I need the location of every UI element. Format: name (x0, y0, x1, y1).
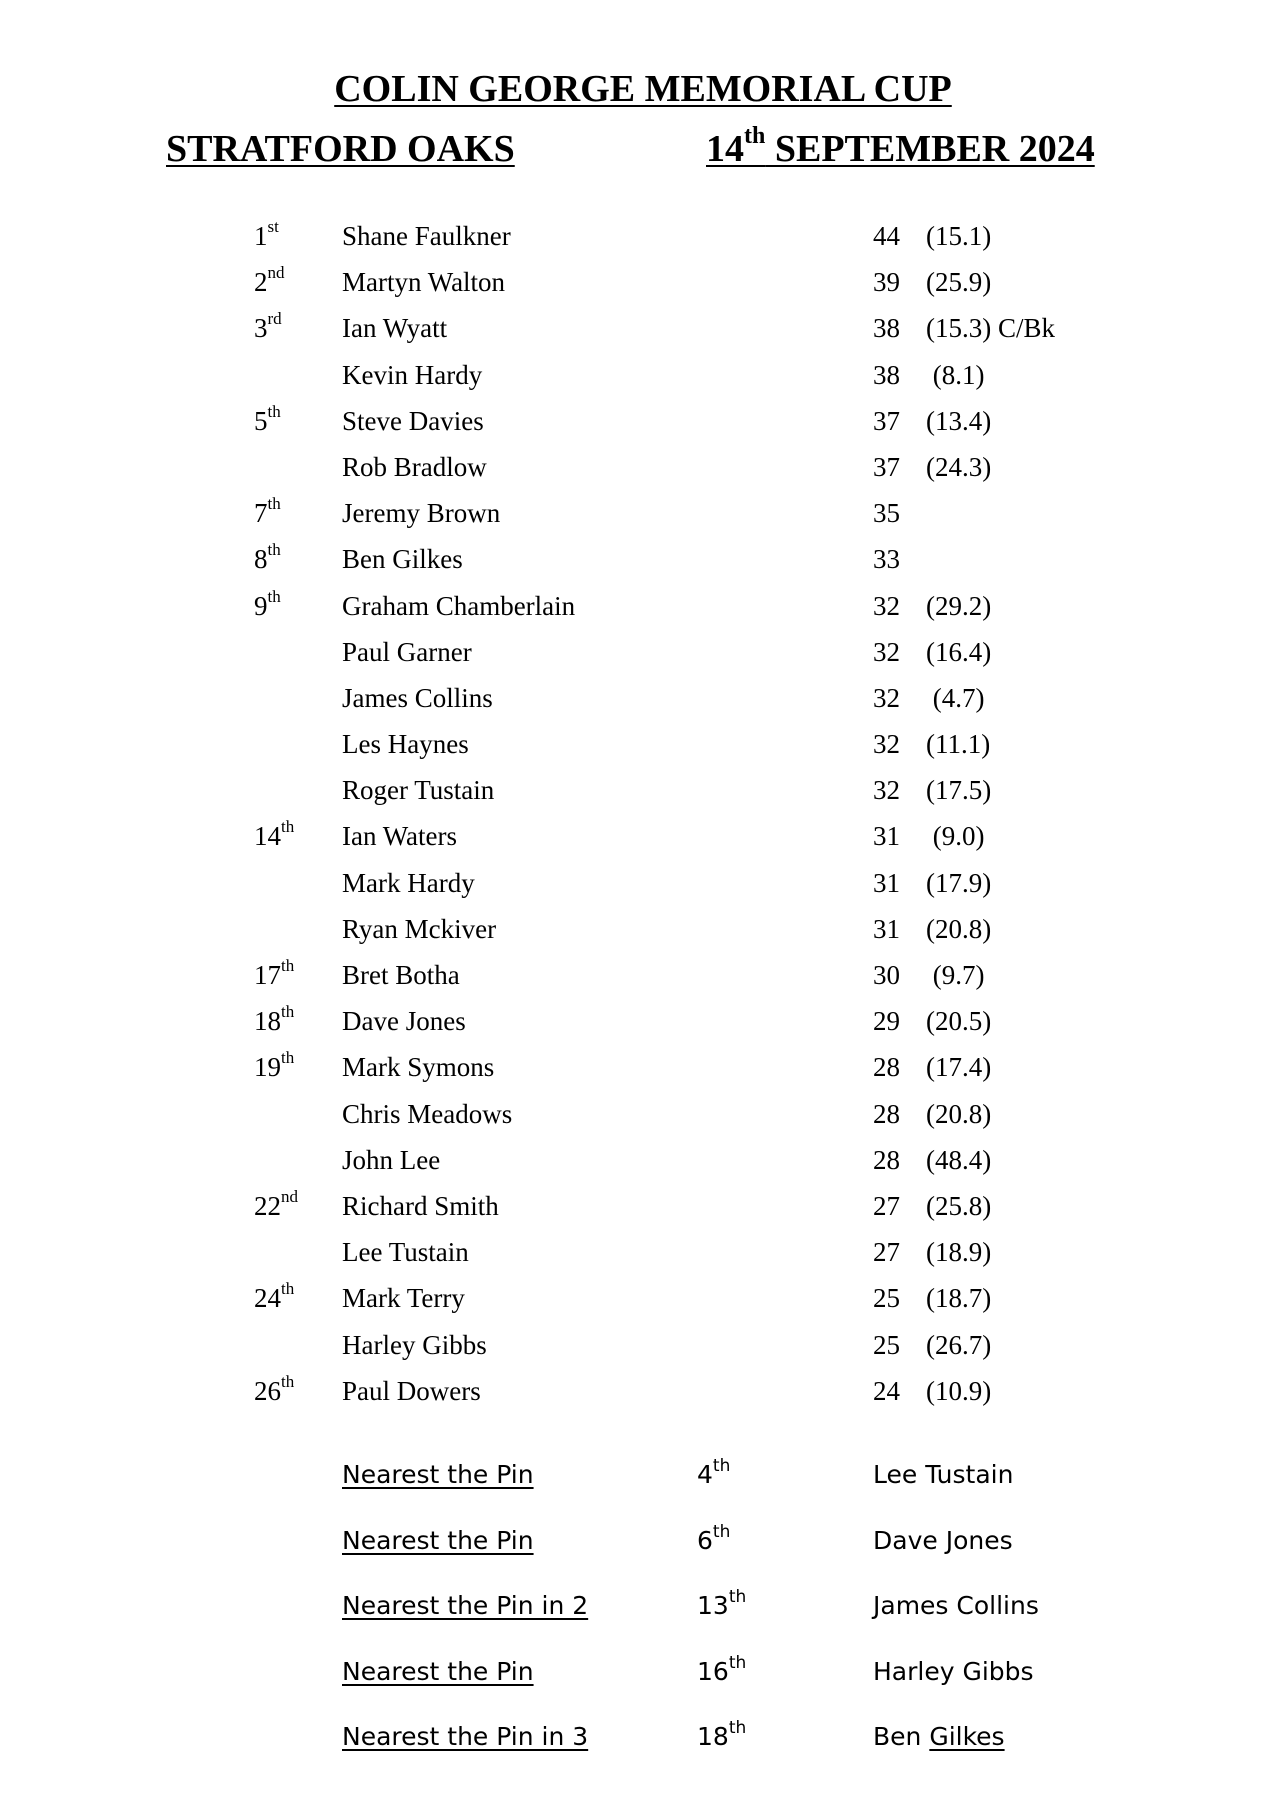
result-row (0, 490, 1286, 536)
date-suffix: th (744, 123, 766, 150)
player-score: 31 (873, 867, 900, 898)
player-score: 39 (873, 267, 900, 298)
player-handicap: (20.8) (926, 913, 992, 944)
winner-name: Harley Gibbs (873, 1656, 1034, 1686)
player-name: Mark Symons (342, 1052, 495, 1083)
position-number: 7 (254, 498, 268, 529)
position-suffix: th (281, 1279, 295, 1299)
position-suffix: st (267, 217, 279, 236)
result-row (0, 629, 1286, 675)
player-handicap: (17.4) (926, 1052, 992, 1083)
player-name: Ian Wyatt (342, 313, 448, 344)
player-handicap: (16.4) (926, 636, 992, 667)
player-handicap: (48.4) (926, 1144, 992, 1175)
position (254, 1368, 294, 1418)
player-name: Chris Meadows (342, 1098, 513, 1129)
prize-winner (873, 1650, 1034, 1694)
player-handicap: (9.0) (926, 821, 985, 852)
result-row (0, 1368, 1286, 1414)
result-row (0, 1137, 1286, 1183)
player-score: 31 (873, 821, 900, 852)
position (254, 998, 294, 1048)
result-row (0, 1183, 1286, 1229)
result-row (0, 213, 1286, 259)
position-suffix: th (267, 494, 281, 514)
result-row (0, 675, 1286, 721)
player-score: 29 (873, 1006, 900, 1037)
prize-label: Nearest the Pin in 3 (342, 1722, 589, 1751)
prize-row (0, 1453, 1286, 1519)
player-name: Paul Dowers (342, 1375, 481, 1406)
prize-hole (697, 1650, 746, 1697)
player-name: James Collins (342, 682, 493, 713)
hole-suffix: th (728, 1718, 747, 1738)
player-handicap: (15.1) (926, 221, 992, 251)
winner-name: Ben (873, 1722, 930, 1751)
player-score: 33 (873, 544, 900, 575)
result-row (0, 1091, 1286, 1137)
result-row (0, 1044, 1286, 1090)
position-suffix: th (267, 586, 281, 606)
player-handicap: (18.7) (926, 1283, 992, 1314)
player-score: 38 (873, 313, 900, 344)
player-score: 32 (873, 636, 900, 667)
position-suffix: th (281, 1048, 295, 1068)
position (254, 490, 281, 540)
player-handicap: (17.9) (926, 867, 992, 898)
player-score: 27 (873, 1190, 900, 1221)
player-score: 32 (873, 682, 900, 713)
player-score: 28 (873, 1144, 900, 1175)
player-handicap: (25.9) (926, 267, 992, 298)
position-number: 26 (254, 1375, 281, 1406)
position-number: 22 (254, 1190, 281, 1221)
hole-number: 16 (697, 1656, 729, 1686)
player-score: 44 (873, 221, 900, 251)
player-name: Rob Bradlow (342, 451, 487, 482)
player-score: 32 (873, 729, 900, 760)
player-score: 31 (873, 913, 900, 944)
position (254, 813, 294, 863)
player-score: 37 (873, 451, 900, 482)
prize-row (0, 1519, 1286, 1585)
venue-heading: STRATFORD OAKS (166, 128, 515, 170)
position-number: 5 (254, 405, 268, 436)
hole-suffix: th (712, 1521, 731, 1542)
position (254, 398, 281, 448)
player-score: 32 (873, 590, 900, 621)
player-name: Lee Tustain (342, 1237, 469, 1268)
position-number: 1 (254, 221, 268, 251)
prize-hole (697, 1715, 746, 1762)
winner-name: James Collins (873, 1591, 1039, 1620)
position-suffix: th (267, 401, 281, 421)
prize-row (0, 1584, 1286, 1650)
position-suffix: nd (281, 1186, 298, 1206)
hole-number: 13 (697, 1591, 729, 1620)
player-handicap: (8.1) (926, 359, 985, 390)
date-rest: SEPTEMBER 2024 (765, 128, 1095, 170)
position-number: 19 (254, 1052, 281, 1083)
result-row (0, 767, 1286, 813)
result-row (0, 813, 1286, 859)
player-name: Les Haynes (342, 729, 469, 760)
prize-label: Nearest the Pin (342, 1525, 534, 1555)
title-text: COLIN GEORGE MEMORIAL CUP (334, 68, 952, 110)
player-name: Mark Terry (342, 1283, 465, 1314)
position (254, 583, 281, 633)
position-suffix: th (281, 956, 295, 975)
position-number: 2 (254, 267, 268, 298)
position-suffix: th (281, 1371, 295, 1391)
hole-number: 6 (697, 1525, 713, 1555)
player-score: 25 (873, 1329, 900, 1360)
prize-hole (697, 1519, 730, 1566)
result-row (0, 1229, 1286, 1275)
player-score: 28 (873, 1052, 900, 1083)
winner-name: Dave Jones (873, 1525, 1013, 1555)
result-row (0, 398, 1286, 444)
prize-winner (873, 1715, 1005, 1759)
result-row (0, 952, 1286, 998)
player-name: Kevin Hardy (342, 359, 483, 390)
position-number: 8 (254, 544, 268, 575)
hole-number: 4 (697, 1460, 713, 1489)
player-name: Steve Davies (342, 405, 484, 436)
player-score: 32 (873, 775, 900, 806)
player-handicap: (18.9) (926, 1237, 992, 1268)
player-name: John Lee (342, 1144, 441, 1175)
prizes-table (0, 1453, 1286, 1781)
player-score: 25 (873, 1283, 900, 1314)
player-name: Roger Tustain (342, 775, 495, 806)
position (254, 536, 281, 586)
player-name: Dave Jones (342, 1006, 466, 1037)
position-number: 17 (254, 960, 281, 990)
prize-label: Nearest the Pin (342, 1460, 534, 1489)
player-handicap: (26.7) (926, 1329, 992, 1360)
result-row (0, 1322, 1286, 1368)
player-handicap: (4.7) (926, 682, 985, 713)
player-name: Jeremy Brown (342, 498, 501, 529)
player-handicap: (20.5) (926, 1006, 992, 1037)
result-row (0, 860, 1286, 906)
result-row (0, 998, 1286, 1044)
position-suffix: th (267, 540, 281, 560)
position-suffix: rd (267, 309, 282, 329)
player-name: Shane Faulkner (342, 221, 511, 251)
position (254, 952, 294, 1002)
prize-label: Nearest the Pin in 2 (342, 1591, 589, 1620)
player-score: 38 (873, 359, 900, 390)
player-handicap: (10.9) (926, 1375, 992, 1406)
player-score: 37 (873, 405, 900, 436)
player-score: 28 (873, 1098, 900, 1129)
player-handicap: (29.2) (926, 590, 992, 621)
prize-label: Nearest the Pin (342, 1656, 534, 1686)
hole-number: 18 (697, 1722, 729, 1751)
player-name: Graham Chamberlain (342, 590, 576, 621)
player-handicap: (17.5) (926, 775, 992, 806)
prize-winner (873, 1584, 1039, 1628)
hole-suffix: th (728, 1587, 747, 1607)
player-score: 30 (873, 960, 900, 990)
position-suffix: nd (267, 263, 285, 283)
player-name: Paul Garner (342, 636, 472, 667)
player-handicap: (9.7) (926, 960, 985, 990)
date-heading (706, 123, 1095, 172)
player-score: 24 (873, 1375, 900, 1406)
player-name: Ryan Mckiver (342, 913, 497, 944)
hole-suffix: th (712, 1456, 731, 1476)
position-number: 14 (254, 821, 281, 852)
prize-winner (873, 1453, 1013, 1497)
winner-name: Lee Tustain (873, 1460, 1014, 1489)
player-handicap: (15.3) C/Bk (926, 313, 1056, 344)
hole-suffix: th (728, 1652, 747, 1673)
prize-winner (873, 1519, 1013, 1563)
result-row (0, 583, 1286, 629)
player-name: Bret Botha (342, 960, 460, 990)
position (254, 1275, 294, 1325)
position-number: 9 (254, 590, 268, 621)
player-score: 35 (873, 498, 900, 529)
player-name: Richard Smith (342, 1190, 499, 1221)
player-handicap: (20.8) (926, 1098, 992, 1129)
position-number: 3 (254, 313, 268, 344)
result-row (0, 305, 1286, 351)
player-name: Mark Hardy (342, 867, 475, 898)
position (254, 1183, 298, 1233)
result-row (0, 721, 1286, 767)
prize-hole (697, 1584, 746, 1631)
date-day: 14 (706, 128, 744, 170)
player-name: Ian Waters (342, 821, 458, 852)
position-number: 24 (254, 1283, 281, 1314)
result-row (0, 1275, 1286, 1321)
result-row (0, 906, 1286, 952)
player-name: Martyn Walton (342, 267, 506, 298)
prize-row (0, 1715, 1286, 1781)
position-suffix: th (281, 1002, 295, 1022)
position (254, 213, 279, 263)
position-number: 18 (254, 1006, 281, 1037)
prize-hole (697, 1453, 730, 1500)
results-table (0, 213, 1286, 1414)
player-name: Harley Gibbs (342, 1329, 487, 1360)
result-row (0, 444, 1286, 490)
player-handicap: (11.1) (926, 729, 991, 760)
result-row (0, 536, 1286, 582)
player-score: 27 (873, 1237, 900, 1268)
position-suffix: th (281, 817, 295, 837)
position (254, 305, 282, 355)
player-handicap: (25.8) (926, 1190, 992, 1221)
winner-surname: Gilkes (929, 1722, 1005, 1751)
result-row (0, 259, 1286, 305)
position (254, 259, 285, 309)
position (254, 1044, 294, 1094)
player-handicap: (24.3) (926, 451, 992, 482)
player-name: Ben Gilkes (342, 544, 463, 575)
document-title (0, 66, 1286, 112)
result-row (0, 352, 1286, 398)
prize-row (0, 1650, 1286, 1716)
player-handicap: (13.4) (926, 405, 992, 436)
